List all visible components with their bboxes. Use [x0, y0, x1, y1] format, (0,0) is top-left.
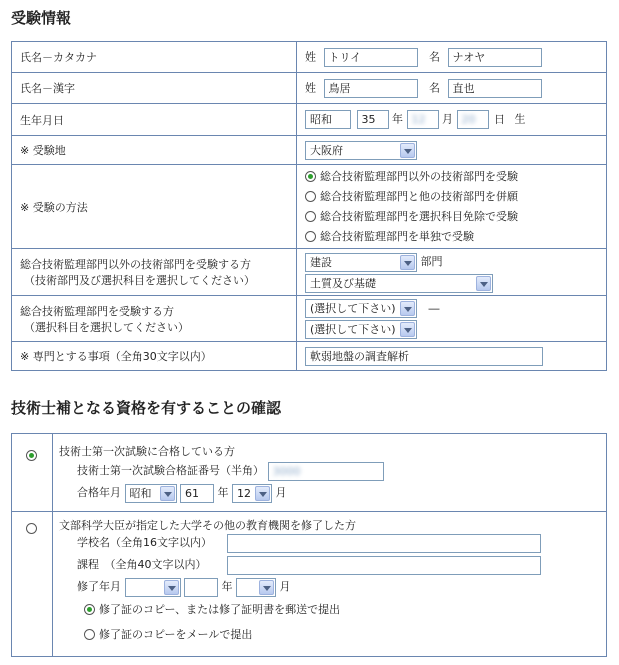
row-name-kana: [12, 42, 607, 73]
radio-icon[interactable]: [84, 629, 95, 640]
cert-number-value: 3000: [272, 464, 301, 478]
qual-option-1-radio[interactable]: [26, 450, 37, 461]
label-name-kanji: 氏名－漢字: [12, 73, 297, 104]
birth-day-value: 20: [461, 113, 476, 126]
label-line: （技術部門及び選択科目を選択してください）: [24, 274, 255, 287]
row-exam-method: [12, 165, 607, 249]
chevron-down-icon: [400, 301, 415, 316]
label-line: 総合技術監理部門以外の技術部門を受験する方: [20, 258, 251, 271]
chevron-down-icon: [160, 486, 175, 501]
submit-option-label: 修了証のコピー、または修了証明書を郵送で提出: [99, 603, 341, 616]
pass-month-select[interactable]: [232, 484, 272, 503]
submit-option-email[interactable]: [84, 627, 252, 643]
divider: [52, 434, 53, 656]
label-name-kana: 氏名－カタカナ: [12, 42, 297, 73]
cert-number-input[interactable]: [268, 462, 384, 481]
qual-option-2-heading: 文部科学大臣が指定した大学その他の教育機関を修了した方: [59, 519, 356, 532]
method-option-label: 総合技術監理部門以外の技術部門を受験: [320, 169, 518, 183]
chevron-down-icon: [259, 580, 274, 595]
qual-option-1-heading: 技術士第一次試験に合格している方: [59, 445, 235, 458]
method-option-2[interactable]: [305, 187, 598, 207]
chevron-down-icon: [476, 276, 491, 291]
dept-select[interactable]: [305, 253, 417, 272]
finish-year-input[interactable]: [184, 578, 218, 597]
method-option-3[interactable]: [305, 207, 598, 227]
sei-label: 姓: [305, 81, 316, 94]
finish-era-select[interactable]: [125, 578, 181, 597]
section-title-qualification: 技術士補となる資格を有することの確認: [11, 399, 282, 417]
year-unit: 年: [221, 580, 233, 593]
method-option-label: 総合技術監理部門を単独で受験: [320, 229, 474, 243]
row-specialty: [12, 342, 607, 371]
sogo-select-2[interactable]: [305, 320, 417, 339]
sogo-select-1-value: (選択して下さい): [310, 302, 396, 315]
finish-month-select[interactable]: [236, 578, 276, 597]
label-line: 総合技術監理部門を受験する方: [20, 304, 174, 318]
dept-value: 建設: [310, 255, 332, 269]
label-specialty: ※ 専門とする事項（全角30文字以内）: [12, 342, 297, 371]
pass-month-value: 12: [237, 486, 251, 500]
label-line: （選択科目を選択してください）: [24, 320, 189, 334]
qual-option-2-radio[interactable]: [26, 523, 37, 534]
sogo-select-1[interactable]: [305, 299, 417, 318]
chevron-down-icon: [400, 255, 415, 270]
method-option-1[interactable]: [305, 167, 598, 187]
course-label: 課程 （全角40文字以内）: [77, 558, 207, 571]
subject-select[interactable]: [305, 274, 493, 293]
pass-year-label: 合格年月: [77, 486, 121, 499]
kanji-sei-input[interactable]: 鳥居: [324, 79, 418, 98]
exam-info-table: [11, 41, 607, 371]
month-unit: 月: [275, 486, 287, 499]
submit-option-label: 修了証のコピーをメールで提出: [99, 628, 253, 641]
label-birthdate: 生年月日: [12, 104, 297, 136]
birth-month-value: 12: [411, 113, 426, 126]
school-name-input[interactable]: [227, 534, 541, 553]
birth-month-input[interactable]: [407, 110, 439, 129]
pass-era-select[interactable]: [125, 484, 177, 503]
label-sogo: [12, 296, 297, 342]
row-name-kanji: [12, 73, 607, 104]
pass-era-value: 昭和: [129, 486, 152, 500]
birth-day-input[interactable]: [457, 110, 489, 129]
year-label: 年: [392, 112, 403, 126]
day-label: 日: [494, 112, 505, 126]
specialty-input[interactable]: 軟弱地盤の調査解析: [305, 347, 543, 366]
course-input[interactable]: [227, 556, 541, 575]
dash: ―: [428, 301, 440, 315]
method-option-label: 総合技術監理部門と他の技術部門を併願: [320, 189, 518, 203]
month-unit: 月: [279, 580, 291, 593]
row-birthdate: [12, 104, 607, 136]
birth-suffix: 生: [514, 112, 526, 126]
sogo-select-2-value: (選択して下さい): [310, 323, 396, 336]
mei-label: 名: [429, 50, 440, 63]
label-other-dept: [12, 249, 297, 296]
chevron-down-icon: [255, 486, 270, 501]
radio-checked-icon[interactable]: [84, 604, 95, 615]
school-name-label: 学校名（全角16文字以内）: [77, 536, 212, 549]
radio-checked-icon[interactable]: [305, 171, 316, 182]
kana-mei-input[interactable]: ナオヤ: [448, 48, 542, 67]
month-label: 月: [442, 112, 453, 126]
method-option-4[interactable]: [305, 227, 598, 247]
birth-year-input[interactable]: 35: [357, 110, 389, 129]
year-unit: 年: [217, 486, 229, 499]
row-exam-place: [12, 136, 607, 165]
birth-era-input[interactable]: 昭和: [305, 110, 351, 129]
cert-number-label: 技術士第一次試験合格証番号（半角）: [77, 464, 264, 477]
label-exam-place: ※ 受験地: [12, 136, 297, 165]
subject-value: 土質及び基礎: [310, 276, 376, 290]
row-sogo: [12, 296, 607, 342]
kana-sei-input[interactable]: トリイ: [324, 48, 418, 67]
divider: [12, 511, 606, 512]
exam-place-select[interactable]: [305, 141, 417, 160]
submit-option-mail[interactable]: [84, 602, 340, 618]
method-option-label: 総合技術監理部門を選択科目免除で受験: [320, 209, 518, 223]
exam-place-value: 大阪府: [310, 143, 343, 157]
kanji-mei-input[interactable]: 直也: [448, 79, 542, 98]
radio-icon[interactable]: [305, 191, 316, 202]
pass-year-input[interactable]: 61: [180, 484, 214, 503]
dept-suffix: 部門: [420, 255, 443, 268]
qualification-box: [11, 433, 607, 657]
mei-label: 名: [429, 81, 440, 94]
radio-icon[interactable]: [305, 211, 316, 222]
chevron-down-icon: [400, 143, 415, 158]
chevron-down-icon: [400, 322, 415, 337]
chevron-down-icon: [164, 580, 179, 595]
sei-label: 姓: [305, 50, 316, 63]
finish-year-label: 修了年月: [77, 580, 121, 593]
section-title-exam-info: 受験情報: [11, 9, 72, 27]
row-other-dept: [12, 249, 607, 296]
radio-icon[interactable]: [305, 231, 316, 242]
label-exam-method: ※ 受験の方法: [12, 165, 297, 249]
